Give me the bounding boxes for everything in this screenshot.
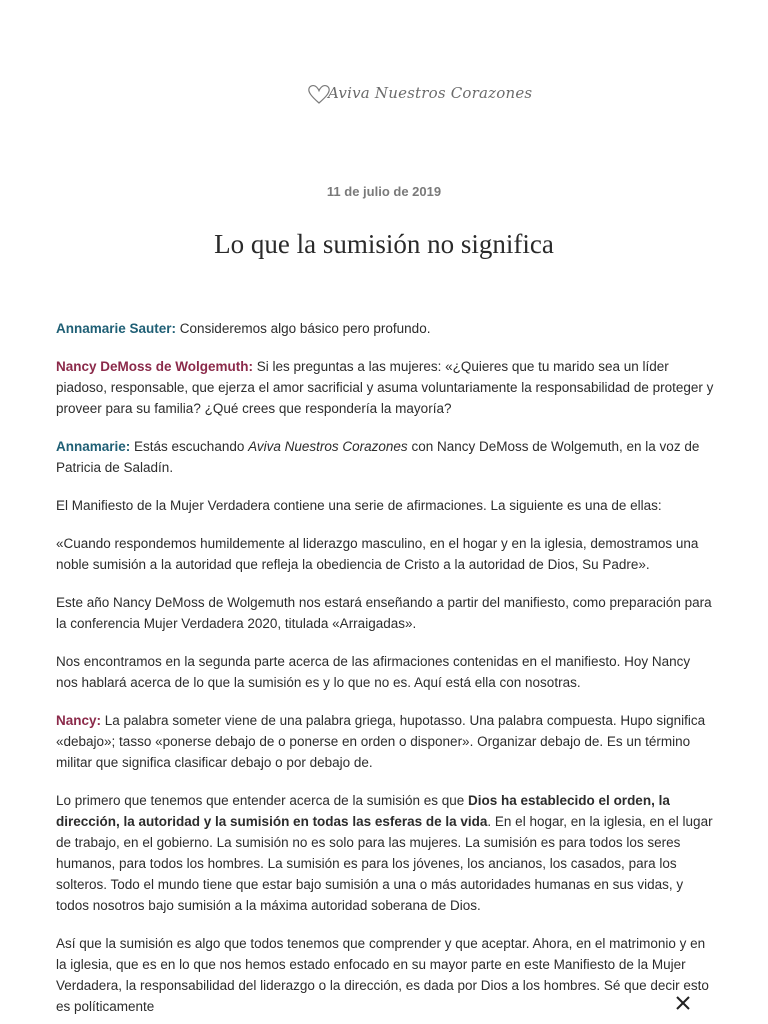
paragraph	[56, 790, 714, 916]
paragraph-text: Si les preguntas a las mujeres: «¿Quieres que tu marido sea un líder piadoso, responsable, que ejerza el amor sacrificial y asuma voluntariamente la responsabilidad de proteger y proveer para su familia? ¿Qué crees que respondería la mayoría?	[56, 359, 714, 416]
speaker-label: Nancy:	[56, 713, 102, 728]
speaker-label: Nancy DeMoss de Wolgemuth:	[56, 359, 254, 374]
paragraph-text: Consideremos algo básico pero profundo.	[176, 321, 431, 336]
article-date: 11 de julio de 2019	[326, 184, 442, 199]
article-title: Lo que la sumisión no significa	[214, 229, 554, 259]
site-logo[interactable]	[0, 78, 768, 118]
paragraph: Nos encontramos en la segunda parte acerca de las afirmaciones contenidas en el manifiesto. Hoy Nancy nos hablará acerca de lo que la sumisión es y lo que no es. Aquí está ella con nosotras.	[56, 654, 691, 690]
paragraph-text: La palabra someter viene de una palabra griega, hupotasso. Una palabra compuesta. Hupo significa «debajo»; tasso «ponerse debajo de o ponerse en orden o disponer». Organizar debajo de. Es un término militar que significa clasificar debajo o por debajo de.	[56, 713, 706, 770]
emphasis-text: Dios ha establecido el orden, la dirección, la autoridad y la sumisión en todas las esferas de la vida	[56, 793, 670, 829]
paragraph	[56, 318, 714, 339]
program-name: Aviva Nuestros Corazones	[248, 439, 408, 454]
paragraph	[56, 436, 714, 478]
paragraph	[56, 710, 714, 773]
speaker-label: Annamarie Sauter:	[56, 321, 177, 336]
paragraph-text: . En el hogar, en la iglesia, en el lugar de trabajo, en el gobierno. La sumisión no es solo para las mujeres. La sumisión es para todos los seres humanos, para todos los hombres. La sumisión es para los jóvenes, los ancianos, los casados, para los solteros. Todo el mundo tiene que estar bajo sumisión a una o más autoridades humanas en sus vidas, y todos nosotros bajo sumisión a la máxima autoridad soberana de Dios.	[56, 814, 713, 913]
paragraph-text: Estás escuchando	[130, 439, 249, 454]
paragraph-text: con Nancy DeMoss de Wolgemuth, en la voz de Patricia de Saladín.	[56, 439, 700, 475]
paragraph: «Cuando respondemos humildemente al liderazgo masculino, en el hogar y en la iglesia, demostramos una noble sumisión a la autoridad que refleja la obediencia de Cristo a la autoridad de Dios, Su Padre».	[56, 536, 699, 572]
paragraph: El Manifiesto de la Mujer Verdadera contiene una serie de afirmaciones. La siguiente es una de ellas:	[56, 498, 662, 513]
logo-text: Aviva Nuestros Corazones	[328, 84, 533, 102]
paragraph-text: Lo primero que tenemos que entender acerca de la sumisión es que	[56, 793, 469, 808]
paragraph	[56, 356, 714, 419]
close-icon	[672, 992, 694, 1014]
paragraph: Así que la sumisión es algo que todos tenemos que comprender y que aceptar. Ahora, en el matrimonio y en la iglesia, que es en lo que nos hemos estado enfocado en su mayor parte en este Manifiesto de la Mujer Verdadera, la responsabilidad del liderazgo o la dirección, es dada por Dios a los hombres. Sé que decir esto es políticamente	[56, 936, 709, 1014]
article-body	[56, 318, 714, 1024]
speaker-label: Annamarie:	[56, 439, 131, 454]
paragraph: Este año Nancy DeMoss de Wolgemuth nos estará enseñando a partir del manifiesto, como preparación para la conferencia Mujer Verdadera 2020, titulada «Arraigadas».	[56, 595, 712, 631]
close-button[interactable]	[672, 992, 694, 1014]
